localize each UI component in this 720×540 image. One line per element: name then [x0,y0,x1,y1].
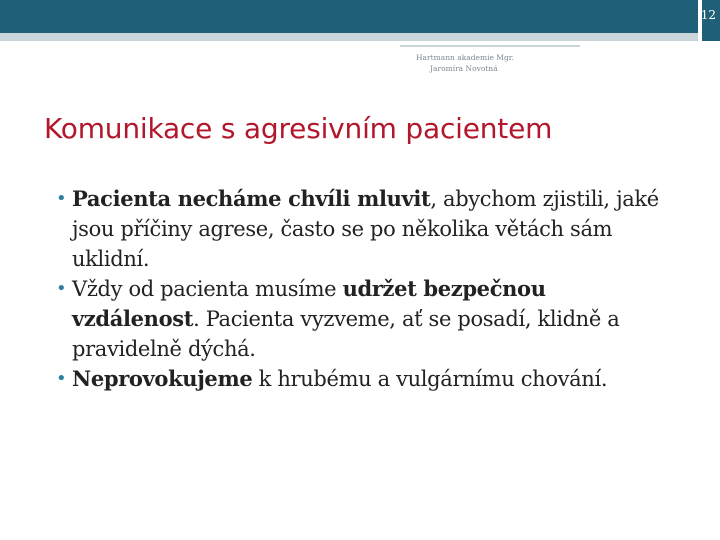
bullet-1-bold: Pacienta necháme chvíli mluvit [72,186,431,211]
bullet-2-pre: Vždy od pacienta musíme [72,277,343,301]
page-number: 12 [700,8,716,22]
bullet-item [56,274,666,364]
bullet-1-text: , abychom zjistili, jaké jsou příčiny agrese, často se po několika větách sám uklidní. [72,187,659,271]
bullet-2-bold: udržet bezpečnou vzdálenost [72,276,546,331]
bullet-item [56,364,666,394]
slide-title: Komunikace s agresivním pacientem [44,112,553,145]
page-number-box [700,0,720,41]
header-bar [0,0,698,33]
bullet-2-text: . Pacienta vyzveme, ať se posadí, klidně a pravidelně dýchá. [72,307,620,361]
author-credit [416,52,536,74]
bullet-list [56,184,666,394]
bullet-item [56,184,666,274]
header-underline [0,33,698,41]
bullet-3-text: k hrubému a vulgárnímu chování. [252,367,608,391]
author-line-2: Jaromíra Novotná [430,64,498,73]
author-line-1: Hartmann akademie Mgr. [416,53,514,62]
bullet-3-bold: Neprovokujeme [72,366,253,391]
author-divider [400,45,580,47]
